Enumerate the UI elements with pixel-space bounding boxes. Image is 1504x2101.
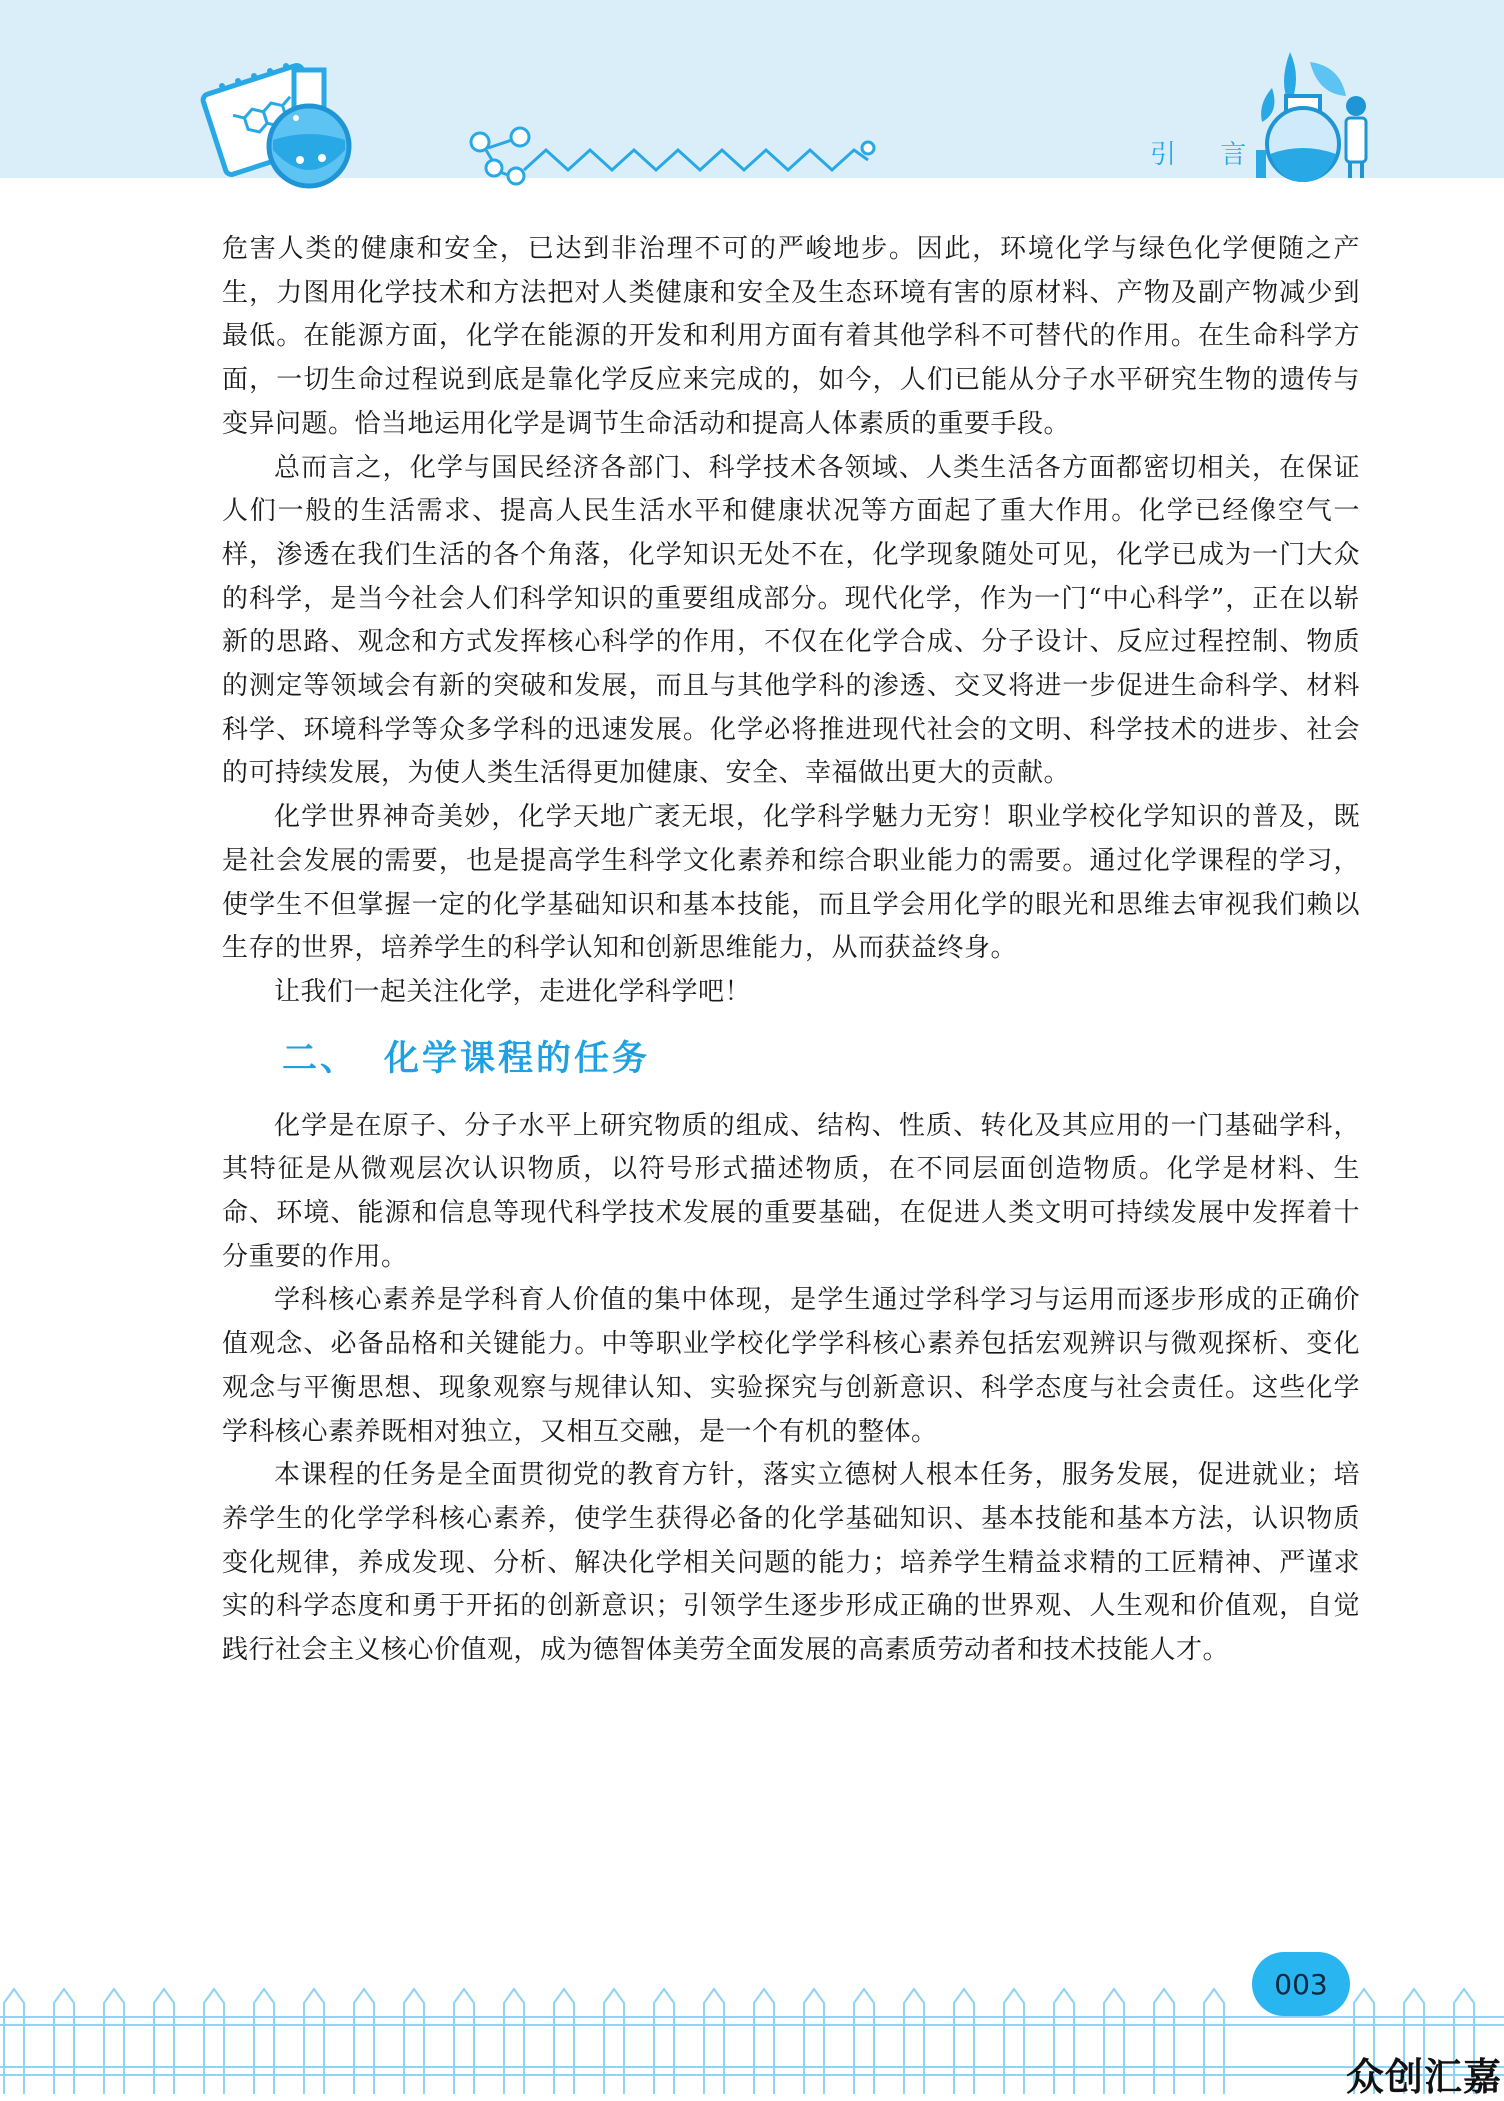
- header-illustration: [0, 0, 1504, 190]
- paragraph: 危害人类的健康和安全，已达到非治理不可的严峻地步。因此，环境化学与绿色化学便随之产生，力图用化学技术和方法把对人类健康和安全及生态环境有害的原材料、产物及副产物减少到最低。在能源方面，化学在能源的开发和利用方面有着其他学科不可替代的作用。在生命科学方面，一切生命过程说到底是靠化学反应来完成的，如今，人们已能从分子水平研究生物的遗传与变异问题。恰当地运用化学是调节生命活动和提高人体素质的重要手段。: [222, 234, 1360, 439]
- paragraph: 本课程的任务是全面贯彻党的教育方针，落实立德树人根本任务，服务发展，促进就业；培养学生的化学学科核心素养，使学生获得必备的化学基础知识、基本技能和基本方法，认识物质变化规律，养成发现、分析、解决化学相关问题的能力；培养学生精益求精的工匠精神、严谨求实的科学态度和勇于开拓的创新意识；引领学生逐步形成正确的世界观、人生观和价值观，自觉践行社会主义核心价值观，成为德智体美劳全面发展的高素质劳动者和技术技能人才。: [222, 1460, 1360, 1666]
- section-heading-title: 化学课程的任务: [384, 1038, 651, 1079]
- paragraph: 总而言之，化学与国民经济各部门、科学技术各领域、人类生活各方面都密切相关，在保证人们一般的生活需求、提高人民生活水平和健康状况等方面起了重大作用。化学已经像空气一样，渗透在我们生活的各个角落，化学知识无处不在，化学现象随处可见，化学已成为一门大众的科学，是当今社会人们科学知识的重要组成部分。现代化学，作为一门“中心科学”，正在以崭新的思路、观念和方式发挥核心科学的作用，不仅在化学合成、分子设计、反应过程控制、物质的测定等领域会有新的突破和发展，而且与其他学科的渗透、交叉将进一步促进生命科学、材料科学、环境科学等众多学科的迅速发展。化学必将推进现代社会的文明、科学技术的进步、社会的可持续发展，为使人类生活得更加健康、安全、幸福做出更大的贡献。: [222, 452, 1360, 789]
- paragraph: 化学是在原子、分子水平上研究物质的组成、结构、性质、转化及其应用的一门基础学科，其特征是从微观层次认识物质，以符号形式描述物质，在不同层面创造物质。化学是材料、生命、环境、能源和信息等现代科学技术发展的重要基础，在促进人类文明可持续发展中发挥着十分重要的作用。: [222, 1110, 1360, 1272]
- scientist-illustration: [1256, 52, 1366, 182]
- watermark: 众创汇嘉: [1346, 2055, 1503, 2099]
- section-label: 引 言: [1150, 140, 1265, 170]
- paragraph: 化学世界神奇美妙，化学天地广袤无垠，化学科学魅力无穷！职业学校化学知识的普及，既是社会发展的需要，也是提高学生科学文化素养和综合职业能力的需要。通过化学课程的学习，使学生不但掌握一定的化学基础知识和基本技能，而且学会用化学的眼光和思维去审视我们赖以生存的世界，培养学生的科学认知和创新思维能力，从而获益终身。: [222, 802, 1360, 964]
- molecule-chain-icon: [471, 128, 874, 184]
- paragraph: 让我们一起关注化学，走进化学科学吧！: [274, 976, 752, 1007]
- section-heading-number: 二、: [282, 1038, 359, 1079]
- section-heading: [282, 1035, 1360, 1083]
- page-content: [222, 228, 1360, 1673]
- paragraph: 学科核心素养是学科育人价值的集中体现，是学生通过学科学习与运用而逐步形成的正确价值观念、必备品格和关键能力。中等职业学校化学学科核心素养包括宏观辨识与微观探析、变化观念与平衡思想、现象观察与规律认知、实验探究与创新意识、科学态度与社会责任。这些化学学科核心素养既相对独立，又相互交融，是一个有机的整体。: [222, 1285, 1360, 1447]
- page-number: 003: [1252, 1952, 1350, 2016]
